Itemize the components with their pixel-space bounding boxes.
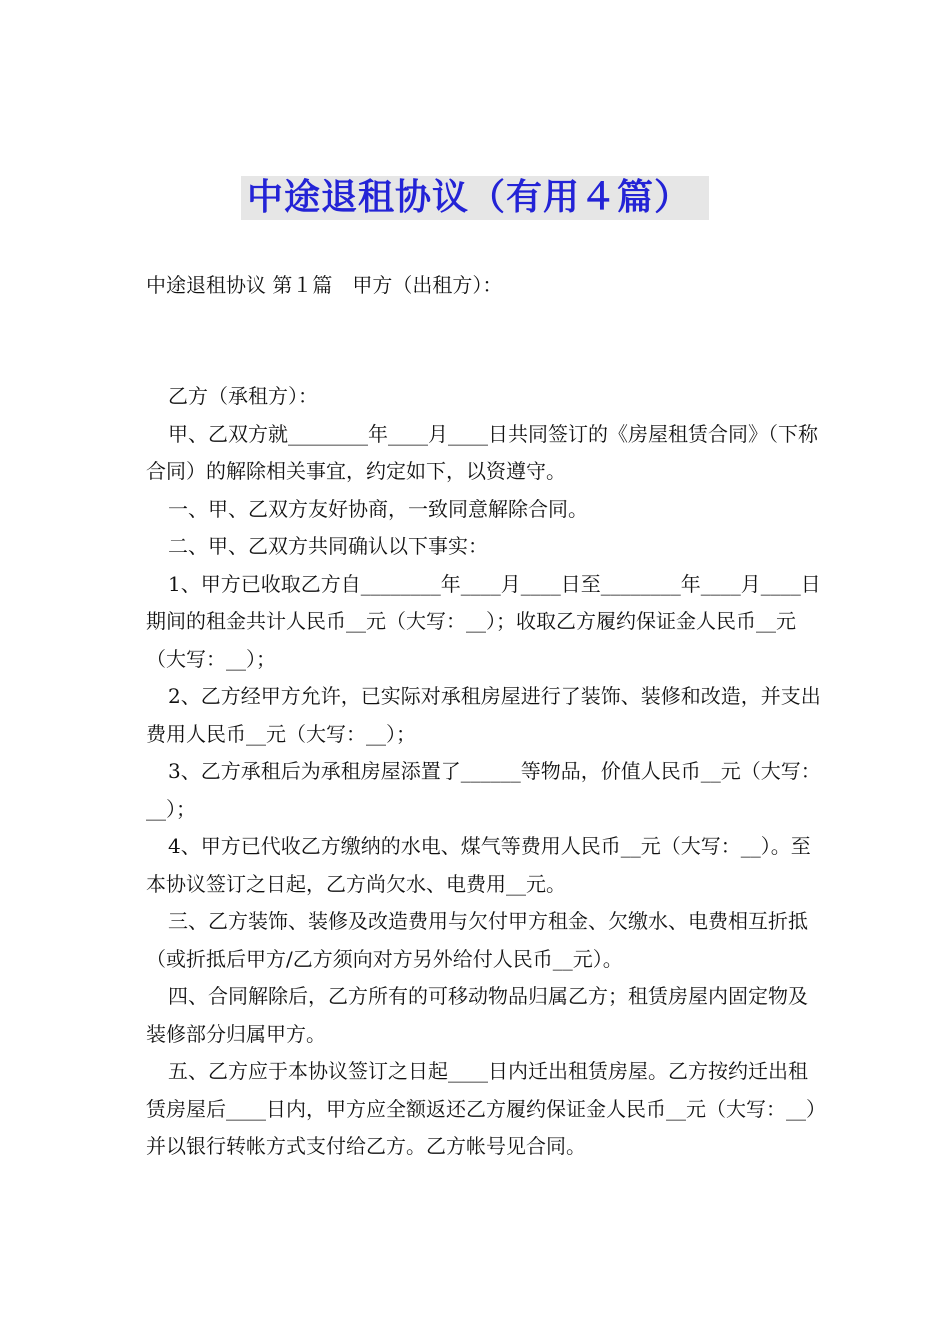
- paragraph: [146, 528, 822, 566]
- document-title: 中途退租协议（有用４篇）: [241, 176, 709, 220]
- intro-line: 中途退租协议 第１篇 甲方（出租方）：: [146, 273, 503, 297]
- paragraph: [146, 491, 822, 529]
- paragraph-text: 五、乙方应于本协议签订之日起____日内迁出租赁房屋。乙方按约迁出租赁房屋后____日内，甲方应全额返还乙方履约保证金人民币__元（大写：__）并以银行转帐方式支付给乙方。乙方帐号见合同。: [146, 1059, 816, 1158]
- paragraph-text: 3、乙方承租后为承租房屋添置了______等物品，价值人民币__元（大写：__）；: [146, 759, 821, 821]
- paragraph: [146, 678, 822, 753]
- paragraph: [146, 828, 822, 903]
- title-container: [0, 176, 950, 220]
- paragraph-text: 二、甲、乙双方共同确认以下事实：: [168, 534, 488, 558]
- paragraph: [146, 566, 822, 679]
- paragraph: [146, 903, 822, 978]
- paragraph: [146, 378, 822, 416]
- paragraph-text: 4、甲方已代收乙方缴纳的水电、煤气等费用人民币__元（大写：__）。至本协议签订之日起，乙方尚欠水、电费用__元。: [146, 834, 811, 896]
- paragraph: [146, 978, 822, 1053]
- paragraph-text: 甲、乙双方就________年____月____日共同签订的《房屋租赁合同》（下称合同）的解除相关事宜，约定如下，以资遵守。: [146, 421, 818, 483]
- paragraph-text: 三、乙方装饰、装修及改造费用与欠付甲方租金、欠缴水、电费相互折抵（或折抵后甲方/乙方须向对方另外给付人民币__元）。: [146, 909, 808, 971]
- paragraph-text: 四、合同解除后，乙方所有的可移动物品归属乙方；租赁房屋内固定物及装修部分归属甲方。: [146, 984, 808, 1046]
- document-body: [146, 378, 822, 1166]
- paragraph-text: 2、乙方经甲方允许，已实际对承租房屋进行了装饰、装修和改造，并支出费用人民币__元（大写：__）；: [146, 684, 821, 746]
- paragraph: [146, 753, 822, 828]
- paragraph-text: 一、甲、乙双方友好协商，一致同意解除合同。: [168, 496, 588, 521]
- paragraph-text: 乙方（承租方）：: [168, 384, 318, 408]
- paragraph: [146, 416, 822, 491]
- paragraph-text: 1、甲方已收取乙方自________年____月____日至________年____月____日期间的租金共计人民币__元（大写：__）；收取乙方履约保证金人民币__元（大写：__）；: [146, 571, 821, 671]
- paragraph: [146, 1053, 822, 1166]
